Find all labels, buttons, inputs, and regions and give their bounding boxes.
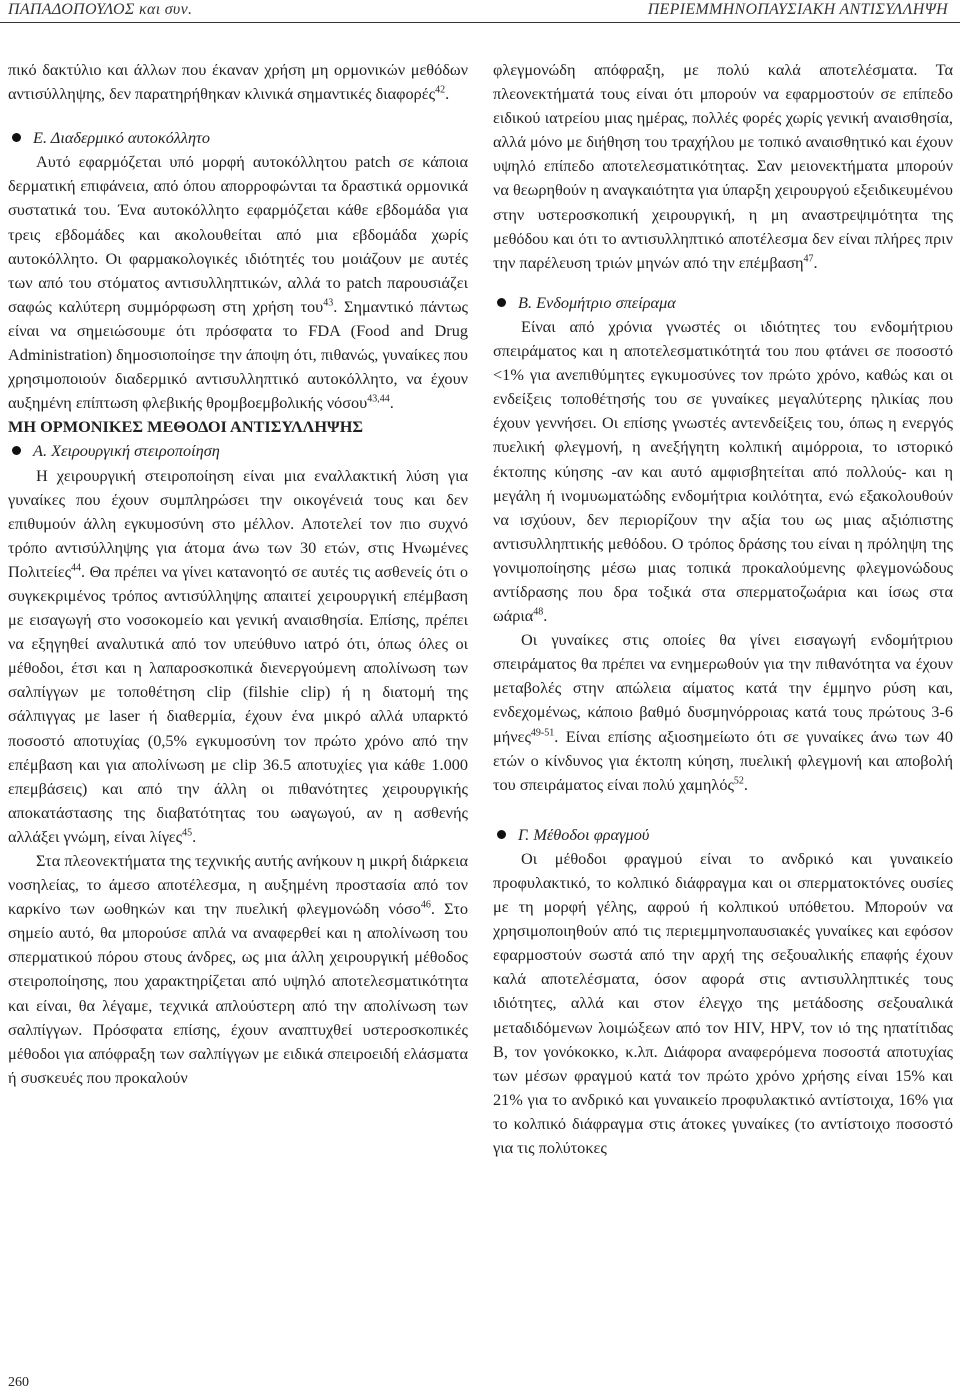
section-b-text-3: . Είναι επίσης αξιοσημείωτο ότι σε γυναίκες άνω των 40 ετών ο κίνδυνος για έκτοπη κύηση, πυελική φλεγμονή και αποβολή του σπειράματος είναι πολύ χαμηλός bbox=[493, 726, 953, 794]
reference-52: 52 bbox=[733, 775, 744, 787]
section-b-text-1: Είναι από χρόνια γνωστές οι ιδιότητες του ενδομήτριου σπειράματος και η αποτελεσματικότητά του που φτάνει σε ποσοστό <1% για ανεπιθύμητες εγκυμοσύνες τον πρώτο χρόνο, καθώς και οι ενδείξεις τοποθέτησής του σε γυναίκες μεγαλύτερης ηλικίας που έχουν γεννήσει. Οι επίσης γνωστές αντενδείξεις του, όπως η ενεργός πυελική φλεγμονή, η ανεξήγητη κολπική αιμόρροια, το ιστορικό έκτοπης κύησης -αν και αυτό αμφισβητείται από πολλούς- και η μεγάλη ή ινομυωματώδης ενδομήτρια κοιλότητα, ενώ εξακολουθούν να ισχύουν, δεν περιορίζουν την αξία του ως μιας αξιόπιστης αντισυλληπτικής μεθόδου. Ο τρόπος δράσης του είναι η πρόληψη της γονιμοποίησης μέσω μιας τοπικά προκαλούμενης φλεγμονώδους αντίδρασης που δρα τοξικά στα σπερματοζωάρια και ίσως στα ωάρια bbox=[493, 316, 953, 626]
right-column bbox=[493, 58, 953, 1160]
section-a-end: . bbox=[192, 826, 197, 846]
left-intro-paragraph bbox=[8, 58, 468, 106]
non-hormonal-heading: ΜΗ ΟΡΜΟΝΙΚΕΣ ΜΕΘΟΔΟΙ ΑΝΤΙΣΥΛΛΗΨΗΣ bbox=[8, 417, 364, 437]
section-b-title: Β. Ενδομήτριο σπείραμα bbox=[518, 292, 676, 312]
section-e-paragraph bbox=[8, 150, 468, 415]
reference-42: 42 bbox=[435, 84, 446, 96]
section-b-text-2: Οι γυναίκες στις οποίες θα γίνει εισαγωγή ενδομήτριου σπειράματος θα πρέπει να ενημερωθούν για την πιθανότητα να έχουν μεταβολές στην απώλεια αίματος κατά την έμμηνο ρύση και, ενδεχομένως, κάποιο βαθμό δυσμηνόρροιας κατά τους πρώτους 3-6 μήνες bbox=[493, 630, 953, 746]
reference-47: 47 bbox=[803, 253, 814, 265]
section-c-heading bbox=[493, 823, 953, 847]
reference-43: 43 bbox=[323, 297, 334, 309]
section-c-paragraph bbox=[493, 847, 953, 1160]
bullet-icon bbox=[12, 446, 21, 455]
reference-43-44: 43,44 bbox=[367, 393, 390, 405]
section-e-heading bbox=[8, 126, 468, 150]
reference-49-51: 49-51 bbox=[530, 727, 555, 739]
reference-44: 44 bbox=[71, 562, 82, 574]
bullet-icon bbox=[12, 133, 21, 142]
section-c-title: Γ. Μέθοδοι φραγμού bbox=[518, 824, 650, 844]
section-a-paragraph bbox=[8, 464, 468, 850]
header-authors: ΠΑΠΑΔΟΠΟΥΛΟΣ και συν. bbox=[8, 1, 193, 18]
section-a-text-1: Η χειρουργική στειροποίηση είναι μια εναλλακτική λύση για γυναίκες που έχουν συμπληρώσει την οικογένειά τους και δεν επιθυμούν άλλη εγκυμοσύνη στο μέλλον. Αποτελεί τον πιο συχνό τρόπο αντισύλληψης για άτομα άνω των 30 ετών, στις Ηνωμένες Πολιτείες bbox=[8, 465, 468, 581]
section-a-text-2: . Θα πρέπει να γίνει κατανοητό σε αυτές τις ασθενείς ότι ο συγκεκριμένος τρόπος αντισύλληψης απαιτεί χειρουργική επέμβαση με εισαγωγή στο νοσοκομείο και γενική αναισθησία. Επίσης, πρέπει να εξηγηθεί αναλυτικά από τον υπεύθυνο ιατρό ότι, όπως όλες οι μέθοδοι, έτσι και η λαπαροσκοπικά διενεργούμενη απολίνωση των σαλπίγγων με τοποθέτηση clip (filshie clip) ή η διατομή της σάλπιγγας με laser ή διαθερμία, έχουν ένα μικρό αλλά υπαρκτό ποσοστό αποτυχίας (0,5% εγκυμοσύνη τον πρώτο χρόνο από την επέμβαση και για απολίνωση με clip 36.5 αποτυχίες για κάθε 1.000 επεμβάσεις) και από την άλλη οι πιθανότητες χειρουργικής αποκατάστασης της διαβατότητας του ωαγωγού, αν η ασθενής αλλάξει γνώμη, είναι λίγες bbox=[8, 561, 468, 846]
right-intro-end: . bbox=[813, 252, 818, 272]
bullet-icon bbox=[497, 298, 506, 307]
advantages-text-2: . Στο σημείο αυτό, θα μπορούσε απλά να αναφερθεί και η απολίνωση του σπερματικού πόρου στους άνδρες, ως μια άλλη χειρουργική μέθοδος στειροποίησης, που χαρακτηρίζεται από υψηλό αποτελεσματικότητα και είναι, θα λέγαμε, τεχνικά απλούστερη από την απολίνωση των σαλπίγγων. Πρόσφατα επίσης, έχουν αναπτυχθεί υστεροσκοπικές μέθοδοι για απόφραξη των σαλπίγγων με ειδικά σπειροειδή ελάσματα ή συσκευές που προκαλούν bbox=[8, 899, 468, 1087]
right-intro-text: φλεγμονώδη απόφραξη, με πολύ καλά αποτελέσματα. Τα πλεονεκτήματά τους είναι ότι μπορούν να εφαρμοστούν σε επίπεδο ειδικού ιατρείου μιας ημέρας, πολλές φορές χωρίς γενική αναισθησία, αλλά μόνο με διήθηση του τραχήλου με τοπικό αναισθητικό και έχουν υψηλό επίπεδο αποτελεσματικότητας. Σαν μειονεκτήματα μπορούν να θεωρηθούν η αναγκαιότητα για ύπαρξη χειρουργού εξειδικευμένου στην υστεροσκοπική χειρουργική, η μη αναστρεψιμότητα της μεθόδου και ότι το αντισυλληπτικό αποτέλεσμα δεν είναι πλήρες πριν την παρέλευση τριών μηνών από την επέμβαση bbox=[493, 60, 953, 272]
header-title: ΠΕΡΙΕΜΜΗΝΟΠΑΥΣΙΑΚΗ ΑΝΤΙΣΥΛΛΗΨΗ bbox=[647, 1, 948, 18]
header-rule bbox=[0, 22, 960, 23]
running-header bbox=[0, 0, 960, 22]
section-c-text: Οι μέθοδοι φραγμού είναι το ανδρικό και γυναικείο προφυλακτικό, το κολπικό διάφραγμα και οι σπερματοκτόνες ουσίες με τη μορφή γέλης, αφρού ή κολπικού υπόθετου. Μπορούν να χρησιμοποιηθούν από τις περιεμμηνοπαυσιακές γυναίκες και εφόσον εφαρμοστούν σωστά από την αρχή της σεξουαλικής επαφής έχουν καλά αποτελέσματα, όσον αφορά στις αντισυλληπτικές τους ιδιότητες, αλλά και στον έλεγχο της μετάδοσης σεξουαλικά μεταδιδόμενων λοιμώξεων από τον HIV, HPV, τον ιό της ηπατίτιδας Β, τον γονόκοκκο, κ.λπ. Διάφορα αναφερόμενα ποσοστά αποτυχίας των μέσων φραγμού κατά τον πρώτο χρόνο χρήσης είναι 15% και 21% για το ανδρικό και γυναικείο προφυλακτικό αντίστοιχα, 16% για το κολπικό διάφραγμα στις άτοκες γυναίκες (το αντίστοιχο ποσοστό για τις πολύτοκες bbox=[493, 848, 953, 1158]
section-b-end-1: . bbox=[543, 606, 548, 626]
advantages-text-1: Στα πλεονεκτήματα της τεχνικής αυτής ανήκουν η μικρή διάρκεια νοσηλείας, το άμεσο αποτέλεσμα, η αυξημένη προστασία από τον καρκίνο των ωοθηκών και την πυελική φλεγμονώδη νόσο bbox=[8, 851, 468, 919]
section-b-paragraph-2 bbox=[493, 628, 953, 797]
section-b-end-3: . bbox=[743, 774, 748, 794]
reference-45: 45 bbox=[182, 827, 193, 839]
reference-48: 48 bbox=[533, 606, 544, 618]
bullet-icon bbox=[497, 830, 506, 839]
section-e-end: . bbox=[389, 393, 394, 413]
page-number: 260 bbox=[8, 1375, 29, 1390]
left-intro-end: . bbox=[445, 84, 450, 104]
section-e-text-2: . Σημαντικό πάντως είναι να σημειώσουμε ότι πρόσφατα το FDA (Food and Drug Administration) δημοσιοποίησε την άποψη ότι, πιθανώς, γυναίκες που χρησιμοποιούν διαδερμικό αντισυλληπτικό αυτοκόλλητο, να έχουν αυξημένη επίπτωση φλεβικής θρομβοεμβολικής νόσου bbox=[8, 296, 468, 413]
left-intro-text: πικό δακτύλιο και άλλων που έκαναν χρήση μη ορμονικών μεθόδων αντισύλληψης, δεν παρατηρήθηκαν κλινικά σημαντικές διαφορές bbox=[8, 60, 468, 104]
section-b-paragraph-1 bbox=[493, 315, 953, 628]
section-a-title: Α. Χειρουργική στειροποίηση bbox=[33, 441, 220, 461]
section-a-heading bbox=[8, 439, 468, 463]
left-column bbox=[8, 58, 468, 1090]
reference-46: 46 bbox=[420, 899, 431, 911]
advantages-paragraph bbox=[8, 849, 468, 1090]
section-b-heading bbox=[493, 291, 953, 315]
section-e-title: Ε. Διαδερμικό αυτοκόλλητο bbox=[33, 128, 211, 148]
right-intro-paragraph bbox=[493, 58, 953, 275]
section-e-text-1: Αυτό εφαρμόζεται υπό μορφή αυτοκόλλητου patch σε κάποια δερματική επιφάνεια, από όπου απορροφώνται τα δραστικά ορμονικά συστατικά του. Ένα αυτοκόλλητο εφαρμόζεται κάθε εβδομάδα για τρεις εβδομάδες και ακολουθείται από μια εβδομάδα χωρίς αυτοκόλλητο. Οι φαρμακολογικές ιδιότητές του μοιάζουν με αυτές των από του στόματος αντισυλληπτικών, αλλά το patch παρουσιάζει σαφώς καλύτερη συμμόρφωση στη χρήση του bbox=[8, 152, 468, 316]
